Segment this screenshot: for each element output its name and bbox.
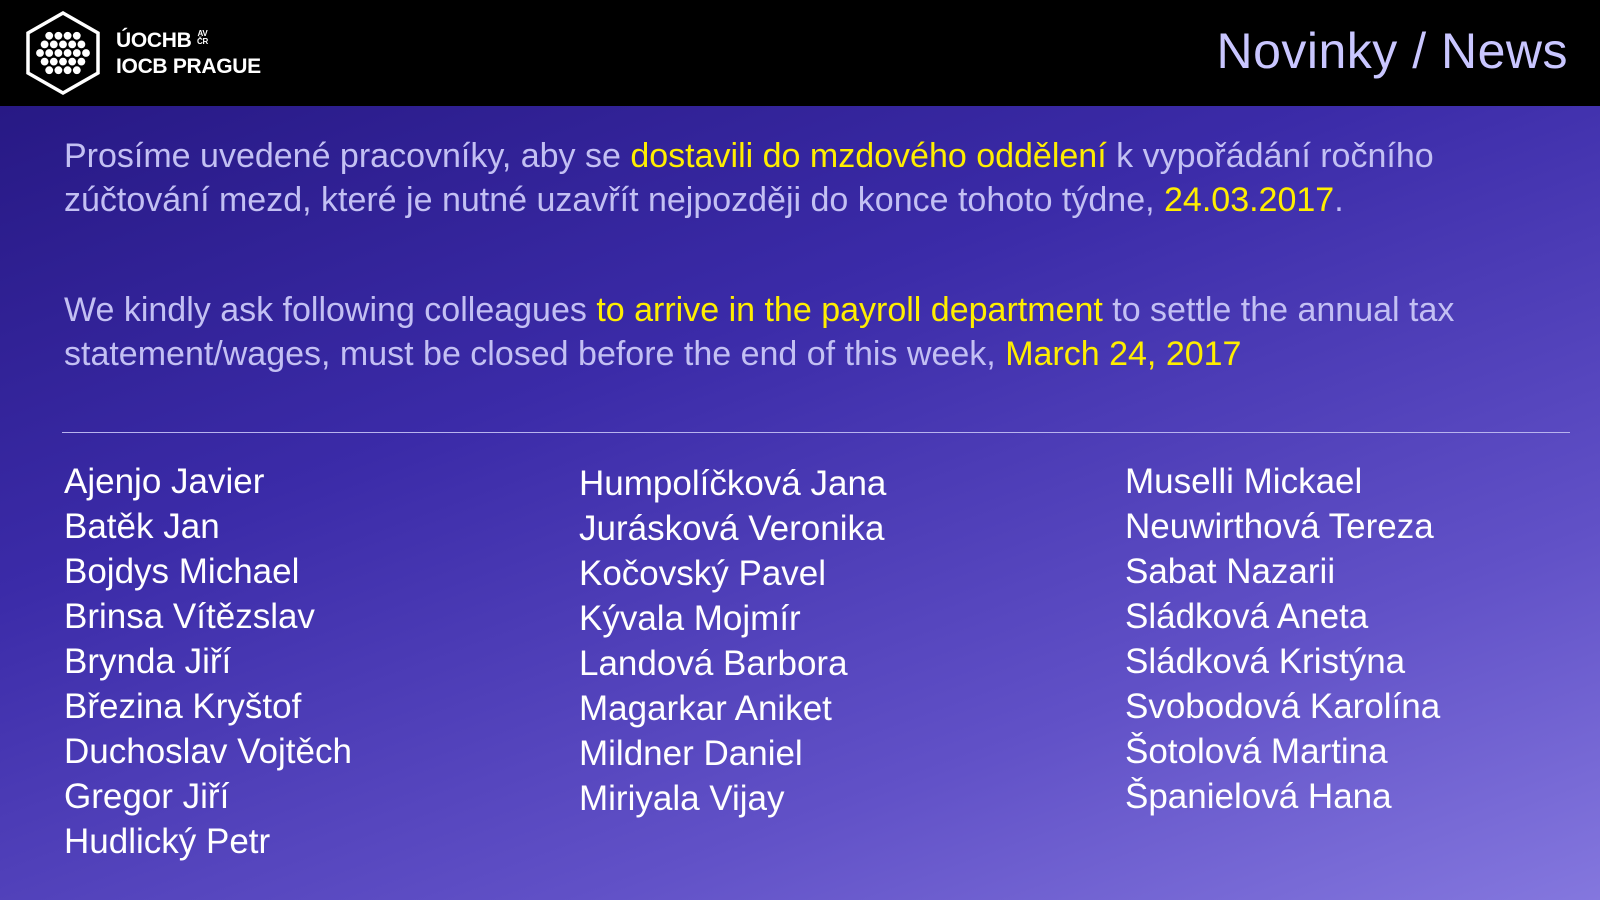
name-item: Brynda Jiří — [64, 642, 232, 681]
names-column-1 — [64, 459, 352, 864]
name-item: Kývala Mojmír — [579, 599, 801, 638]
name-item: Sabat Nazarii — [1125, 552, 1336, 591]
notice-en-highlight: to arrive in the payroll department — [596, 291, 1103, 329]
name-item: Neuwirthová Tereza — [1125, 507, 1434, 546]
name-item: Březina Kryštof — [64, 687, 302, 726]
notice-cz-end: . — [1334, 181, 1344, 219]
notice-cz-date: 24.03.2017 — [1164, 181, 1335, 219]
brand-line-2: IOCB PRAGUE — [116, 55, 261, 78]
name-item: Gregor Jiří — [64, 777, 230, 816]
name-item: Kočovský Pavel — [579, 554, 827, 593]
divider — [62, 432, 1570, 433]
header-bar — [0, 0, 1600, 106]
name-item: Sládková Aneta — [1125, 597, 1369, 636]
notice-czech — [64, 134, 1554, 222]
name-item: Hudlický Petr — [64, 822, 271, 861]
names-column-3 — [1125, 459, 1440, 819]
names-column-2 — [579, 461, 886, 821]
name-item: Sládková Kristýna — [1125, 642, 1406, 681]
name-item: Landová Barbora — [579, 644, 848, 683]
name-item: Brinsa Vítězslav — [64, 597, 315, 636]
notice-english — [64, 288, 1554, 376]
iocb-logo-icon — [24, 10, 102, 96]
name-item: Batěk Jan — [64, 507, 220, 546]
notice-cz-text-2: k vypořádání ročního zúčtování mezd, které je nutné uzavřít nejpozději do konce tohoto týdne, — [64, 137, 1434, 219]
name-item: Jurásková Veronika — [579, 509, 885, 548]
name-item: Svobodová Karolína — [1125, 687, 1441, 726]
name-item: Magarkar Aniket — [579, 689, 832, 728]
notice-en-text-2: to settle the annual tax statement/wages, must be closed before the end of this week, — [64, 291, 1455, 373]
page-title: Novinky / News — [1216, 23, 1568, 79]
name-item: Duchoslav Vojtěch — [64, 732, 352, 771]
name-item: Španielová Hana — [1125, 777, 1392, 816]
notice-en-text-1: We kindly ask following colleagues — [64, 291, 597, 329]
notice-cz-highlight: dostavili do mzdového oddělení — [630, 137, 1107, 175]
notice-en-date: March 24, 2017 — [1005, 335, 1242, 373]
name-item: Ajenjo Javier — [64, 462, 265, 501]
name-item: Mildner Daniel — [579, 734, 803, 773]
name-item: Humpolíčková Jana — [579, 464, 887, 503]
name-item: Bojdys Michael — [64, 552, 300, 591]
notice-cz-text-1: Prosíme uvedené pracovníky, aby se — [64, 137, 631, 175]
name-item: Šotolová Martina — [1125, 732, 1388, 771]
name-item: Miriyala Vijay — [579, 779, 785, 818]
brand-line-1: ÚOCHB AV ČR — [116, 29, 208, 52]
brand-text — [116, 28, 261, 80]
name-item: Muselli Mickael — [1125, 462, 1363, 501]
